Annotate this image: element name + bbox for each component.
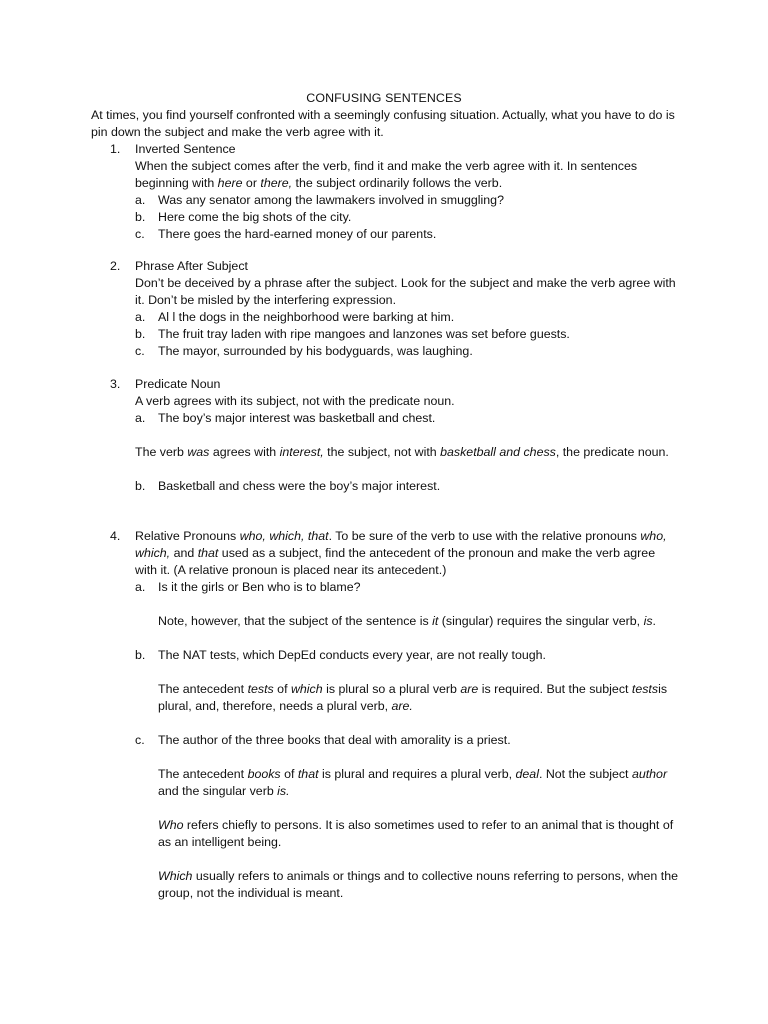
list-item: c. There goes the hard-earned money of our parents. <box>135 227 437 241</box>
list-item: c. The mayor, surrounded by his bodyguards, was laughing. <box>135 344 473 358</box>
note-paragraph: Note, however, that the subject of the sentence is it (singular) requires the singular verb, is. <box>158 614 656 628</box>
section-phrase-after-subject <box>110 258 680 360</box>
section-number: 3. <box>110 377 121 391</box>
list-item: a. Was any senator among the lawmakers involved in smuggling? <box>135 193 504 207</box>
explanation-paragraph: The verb was agrees with interest, the subject, not with basketball and chess, the predicate noun. <box>135 445 669 459</box>
list-item: b. The fruit tray laden with ripe mangoes and lanzones was set before guests. <box>135 327 570 341</box>
list-item: a. The boy’s major interest was basketball and chest. <box>135 411 436 425</box>
section-heading: Predicate Noun <box>135 377 221 391</box>
list-item: b. The NAT tests, which DepEd conducts every year, are not really tough. <box>135 648 546 662</box>
section-inverted-sentence <box>110 141 680 243</box>
section-number: 1. <box>110 142 121 156</box>
list-item: b. Basketball and chess were the boy’s major interest. <box>135 479 441 493</box>
section-description: Don’t be deceived by a phrase after the subject. Look for the subject and make the verb agree with it. Don’t be misled by the interfering expression. <box>135 276 676 307</box>
list-item: c. The author of the three books that deal with amorality is a priest. <box>135 733 511 747</box>
section-number: 4. <box>110 529 121 543</box>
section-relative-pronouns <box>110 528 680 902</box>
who-paragraph: Who refers chiefly to persons. It is also sometimes used to refer to an animal that is thought of as an intelligent being. <box>158 818 674 849</box>
section-heading: Phrase After Subject <box>135 259 248 273</box>
section-predicate-noun <box>110 376 680 495</box>
section-heading: Inverted Sentence <box>135 142 236 156</box>
note-paragraph: The antecedent books of that is plural and requires a plural verb, deal. Not the subject author and the singular verb is. <box>158 767 668 798</box>
note-paragraph: The antecedent tests of which is plural so a plural verb are is required. But the subject testsis plural, and, therefore, needs a plural verb, are. <box>158 682 668 713</box>
page-title: CONFUSING SENTENCES <box>306 91 462 105</box>
section-description: Relative Pronouns who, which, that. To be sure of the verb to use with the relative pronouns who, which, and that used as a subject, find the antecedent of the pronoun and make the verb agree with it. (A relative pronoun is placed near its antecedent.) <box>135 529 667 577</box>
list-item: a. Is it the girls or Ben who is to blame? <box>135 580 361 594</box>
section-description: When the subject comes after the verb, find it and make the verb agree with it. In sentences beginning with here or there, the subject ordinarily follows the verb. <box>135 159 638 190</box>
section-number: 2. <box>110 259 121 273</box>
which-paragraph: Which usually refers to animals or things and to collective nouns referring to persons, when the group, not the individual is meant. <box>158 869 678 900</box>
intro-paragraph: At times, you find yourself confronted with a seemingly confusing situation. Actually, what you have to do is pin down the subject and make the verb agree with it. <box>91 108 675 139</box>
section-description: A verb agrees with its subject, not with the predicate noun. <box>135 394 455 408</box>
list-item: b. Here come the big shots of the city. <box>135 210 352 224</box>
section-heading: Relative Pronouns <box>135 529 240 543</box>
list-item: a. Al l the dogs in the neighborhood were barking at him. <box>135 310 455 324</box>
